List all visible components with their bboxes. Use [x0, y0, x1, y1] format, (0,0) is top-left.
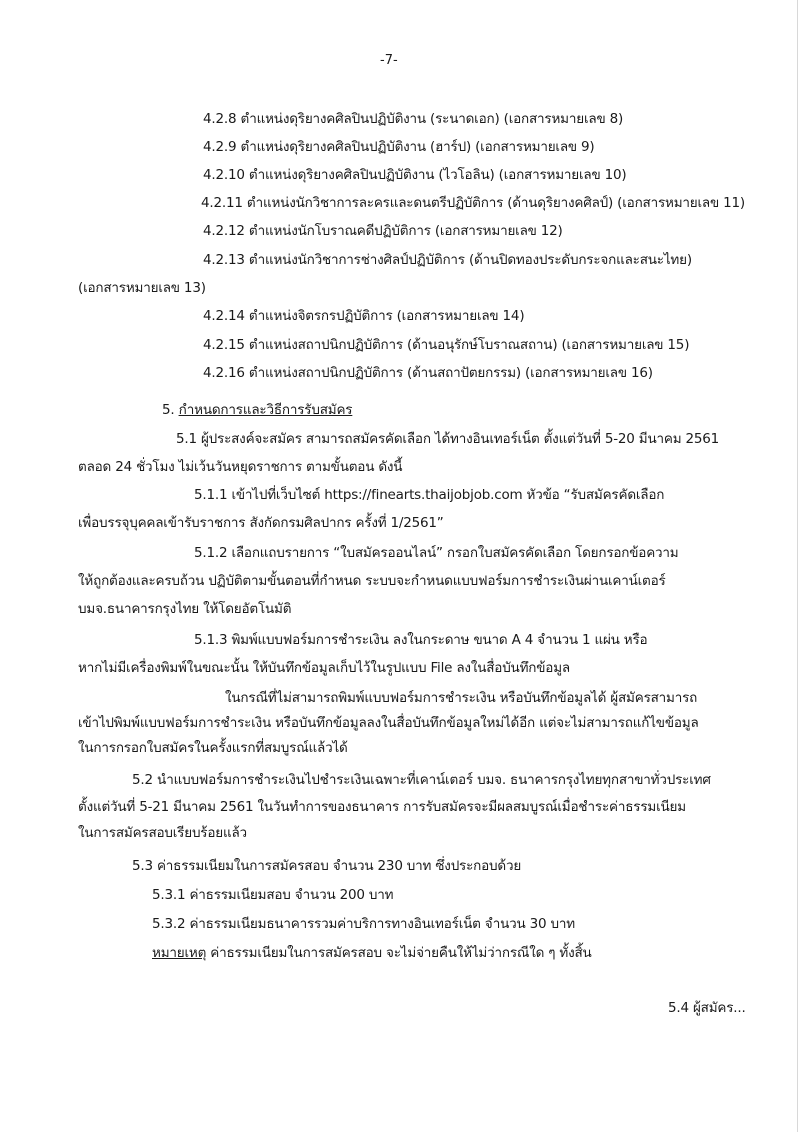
list-item-4-2-16: 4.2.16 ตำแหน่งสถาปนิกปฏิบัติการ (ด้านสถาปัตยกรรม) (เอกสารหมายเลข 16) [203, 365, 653, 381]
para-5-2-line1: 5.2 นำแบบฟอร์มการชำระเงินไปชำระเงินเฉพาะที่เคาน์เตอร์ บมจ. ธนาคารกรุงไทยทุกสาขาทั่วประเทศ [132, 772, 711, 788]
list-item-4-2-14: 4.2.14 ตำแหน่งจิตรกรปฏิบัติการ (เอกสารหมายเลข 14) [203, 308, 525, 324]
continuation-marker: 5.4 ผู้สมัคร... [668, 1000, 746, 1016]
note-line [152, 943, 592, 963]
para-5-1-1-line2: เพื่อบรรจุบุคคลเข้ารับราชการ สังกัดกรมศิลปากร ครั้งที่ 1/2561” [78, 515, 444, 531]
page-edge-line [797, 0, 798, 1132]
para-5-1-2-line2: ให้ถูกต้องและครบถ้วน ปฏิบัติตามขั้นตอนที่กำหนด ระบบจะกำหนดแบบฟอร์มการชำระเงินผ่านเคาน์เตอร์ [78, 573, 666, 589]
para-5-1-3-line1: 5.1.3 พิมพ์แบบฟอร์มการชำระเงิน ลงในกระดาษ ขนาด A 4 จำนวน 1 แผ่น หรือ [194, 632, 648, 648]
list-item-4-2-13-cont: (เอกสารหมายเลข 13) [78, 280, 206, 296]
para-case-line1: ในกรณีที่ไม่สามารถพิมพ์แบบฟอร์มการชำระเงิน หรือบันทึกข้อมูลได้ ผู้สมัครสามารถ [225, 690, 698, 706]
para-5-2-line3: ในการสมัครสอบเรียบร้อยแล้ว [78, 825, 247, 841]
list-item-4-2-12: 4.2.12 ตำแหน่งนักโบราณคดีปฏิบัติการ (เอกสารหมายเลข 12) [203, 223, 563, 239]
para-5-3-2: 5.3.2 ค่าธรรมเนียมธนาคารรวมค่าบริการทางอินเทอร์เน็ต จำนวน 30 บาท [152, 916, 575, 932]
note-text: ค่าธรรมเนียมในการสมัครสอบ จะไม่จ่ายคืนให้ไม่ว่ากรณีใด ๆ ทั้งสิ้น [206, 945, 592, 961]
para-5-1-2-line1: 5.1.2 เลือกแถบรายการ “ใบสมัครออนไลน์” กรอกใบสมัครคัดเลือก โดยกรอกข้อความ [194, 545, 679, 561]
page-number: -7- [380, 53, 398, 68]
section-5-heading [162, 400, 352, 420]
para-5-3: 5.3 ค่าธรรมเนียมในการสมัครสอบ จำนวน 230 บาท ซึ่งประกอบด้วย [132, 858, 522, 874]
para-5-1-line1: 5.1 ผู้ประสงค์จะสมัคร สามารถสมัครคัดเลือก ได้ทางอินเทอร์เน็ต ตั้งแต่วันที่ 5-20 มีนาคม 2561 [176, 431, 720, 447]
para-5-1-3-line2: หากไม่มีเครื่องพิมพ์ในขณะนั้น ให้บันทึกข้อมูลเก็บไว้ในรูปแบบ File ลงในสื่อบันทึกข้อมูล [78, 660, 570, 676]
para-5-3-1: 5.3.1 ค่าธรรมเนียมสอบ จำนวน 200 บาท [152, 887, 394, 903]
list-item-4-2-10: 4.2.10 ตำแหน่งดุริยางคศิลปินปฏิบัติงาน (ไวโอลิน) (เอกสารหมายเลข 10) [203, 167, 627, 183]
para-5-1-2-line3: บมจ.ธนาคารกรุงไทย ให้โดยอัตโนมัติ [78, 601, 292, 617]
list-item-4-2-8: 4.2.8 ตำแหน่งดุริยางคศิลปินปฏิบัติงาน (ระนาดเอก) (เอกสารหมายเลข 8) [203, 111, 624, 127]
para-case-line2: เข้าไปพิมพ์แบบฟอร์มการชำระเงิน หรือบันทึกข้อมูลลงในสื่อบันทึกข้อมูลใหม่ได้อีก แต่จะไม่สามารถแก้ไขข้อมูล [78, 715, 699, 731]
section-5-title: กำหนดการและวิธีการรับสมัคร [178, 402, 353, 418]
list-item-4-2-13: 4.2.13 ตำแหน่งนักวิชาการช่างศิลป์ปฏิบัติการ (ด้านปิดทองประดับกระจกและสนะไทย) [203, 252, 692, 268]
para-5-1-1-line1: 5.1.1 เข้าไปที่เว็บไซต์ https://finearts.thaijobjob.com หัวข้อ “รับสมัครคัดเลือก [194, 487, 665, 503]
note-label: หมายเหตุ [152, 945, 207, 961]
para-case-line3: ในการกรอกใบสมัครในครั้งแรกที่สมบูรณ์แล้วได้ [78, 740, 348, 756]
list-item-4-2-11: 4.2.11 ตำแหน่งนักวิชาการละครและดนตรีปฏิบัติการ (ด้านดุริยางคศิลป์) (เอกสารหมายเลข 11) [201, 195, 745, 211]
list-item-4-2-15: 4.2.15 ตำแหน่งสถาปนิกปฏิบัติการ (ด้านอนุรักษ์โบราณสถาน) (เอกสารหมายเลข 15) [203, 337, 690, 353]
para-5-1-line2: ตลอด 24 ชั่วโมง ไม่เว้นวันหยุดราชการ ตามขั้นตอน ดังนี้ [78, 459, 403, 475]
section-5-number: 5. [162, 402, 175, 418]
para-5-2-line2: ตั้งแต่วันที่ 5-21 มีนาคม 2561 ในวันทำการของธนาคาร การรับสมัครจะมีผลสมบูรณ์เมื่อชำระค่าธรรมเนียม [78, 799, 686, 815]
list-item-4-2-9: 4.2.9 ตำแหน่งดุริยางคศิลปินปฏิบัติงาน (ฮาร์ป) (เอกสารหมายเลข 9) [203, 139, 595, 155]
